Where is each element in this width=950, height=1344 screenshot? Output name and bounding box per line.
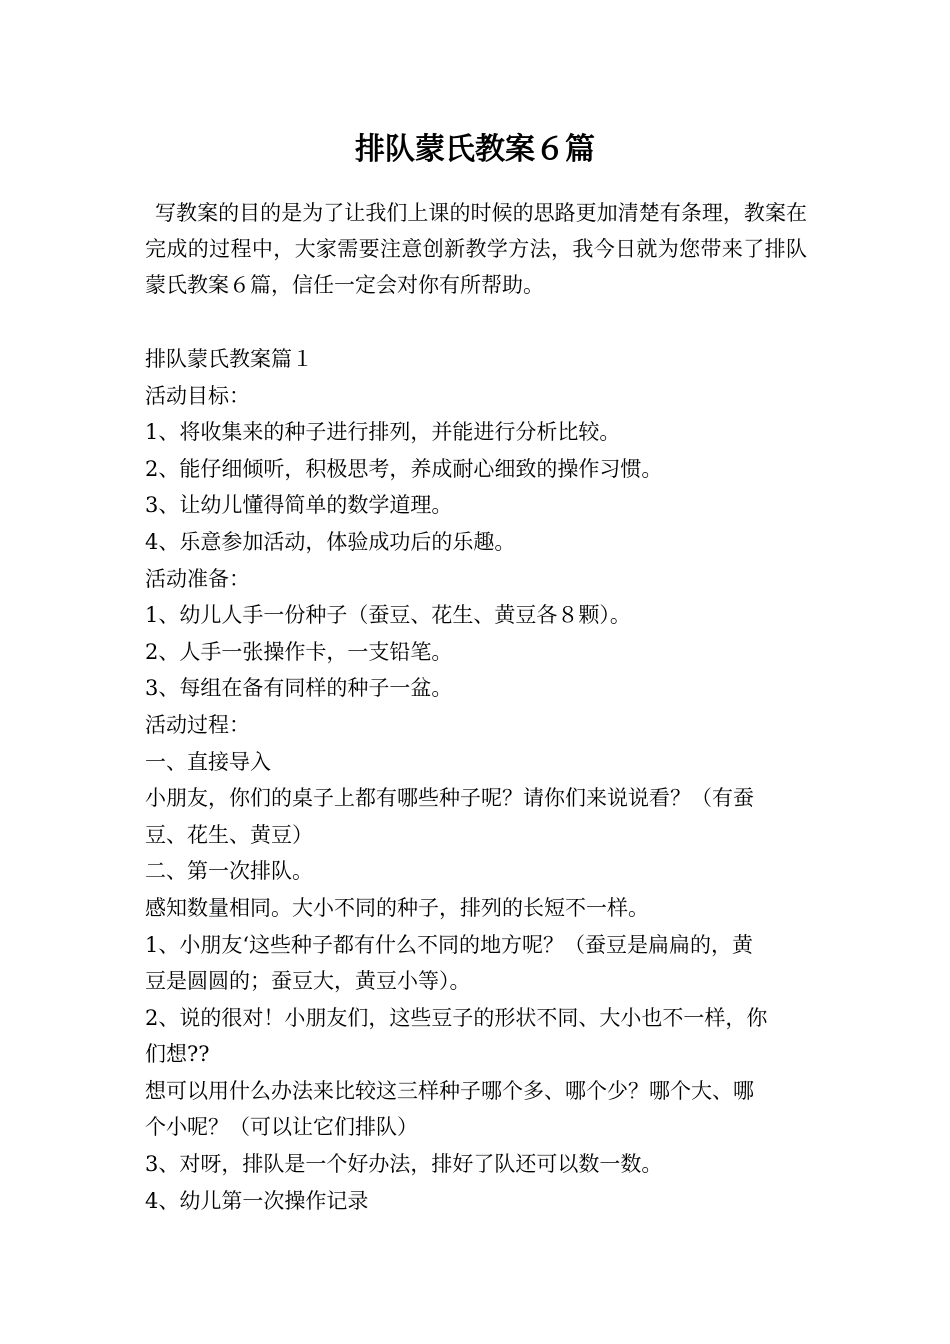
text-line: 3、每组在备有同样的种子一盆。	[145, 676, 453, 701]
text-line: 1、小朋友‘这些种子都有什么不同的地方呢？（蚕豆是扁扁的，黄	[145, 932, 754, 957]
text-line: 二、第一次排队。	[145, 859, 313, 884]
text-line: 4、幼儿第一次操作记录	[145, 1188, 369, 1213]
text-line: 们想??	[145, 1042, 210, 1067]
text-line: 2、说的很对！小朋友们，这些豆子的形状不同、大小也不一样，你	[145, 1005, 768, 1030]
text-line: 一、直接导入	[145, 749, 271, 774]
subheading-objectives: 活动目标：	[145, 383, 250, 408]
text-line: 豆、花生、黄豆）	[145, 822, 313, 847]
intro-paragraph: 写教案的目的是为了让我们上课的时候的思路更加清楚有条理，教案在完成的过程中，大家需要注意创新教学方法，我今日就为您带来了排队蒙氏教案６篇，信任一定会对你有所帮助。	[145, 201, 807, 297]
text-line: 想可以用什么办法来比较这三样种子哪个多、哪个少？哪个大、哪	[145, 1078, 754, 1103]
text-line: 2、能仔细倾听，积极思考，养成耐心细致的操作习惯。	[145, 456, 663, 481]
text-line: 个小呢？（可以让它们排队）	[145, 1115, 418, 1140]
text-line: 感知数量相同。大小不同的种子，排列的长短不一样。	[145, 895, 649, 920]
text-line: 1、将收集来的种子进行排列，并能进行分析比较。	[145, 420, 621, 445]
text-line: 4、乐意参加活动，体验成功后的乐趣。	[145, 529, 516, 554]
section-heading: 排队蒙氏教案篇１	[145, 347, 313, 371]
subheading-process: 活动过程：	[145, 712, 250, 737]
text-line: 小朋友，你们的桌子上都有哪些种子呢？请你们来说说看？（有蚕	[145, 786, 754, 811]
text-line: 豆是圆圆的；蚕豆大，黄豆小等）。	[145, 969, 471, 994]
text-line: 3、让幼儿懂得简单的数学道理。	[145, 493, 453, 518]
document-body	[145, 341, 807, 1219]
subheading-preparation: 活动准备：	[145, 566, 250, 591]
document-title: 排队蒙氏教案６篇	[355, 132, 595, 167]
text-line: 2、人手一张操作卡，一支铅笔。	[145, 639, 453, 664]
text-line: 1、幼儿人手一份种子（蚕豆、花生、黄豆各８颗）。	[145, 603, 631, 628]
text-line: 3、对呀，排队是一个好办法，排好了队还可以数一数。	[145, 1152, 663, 1177]
